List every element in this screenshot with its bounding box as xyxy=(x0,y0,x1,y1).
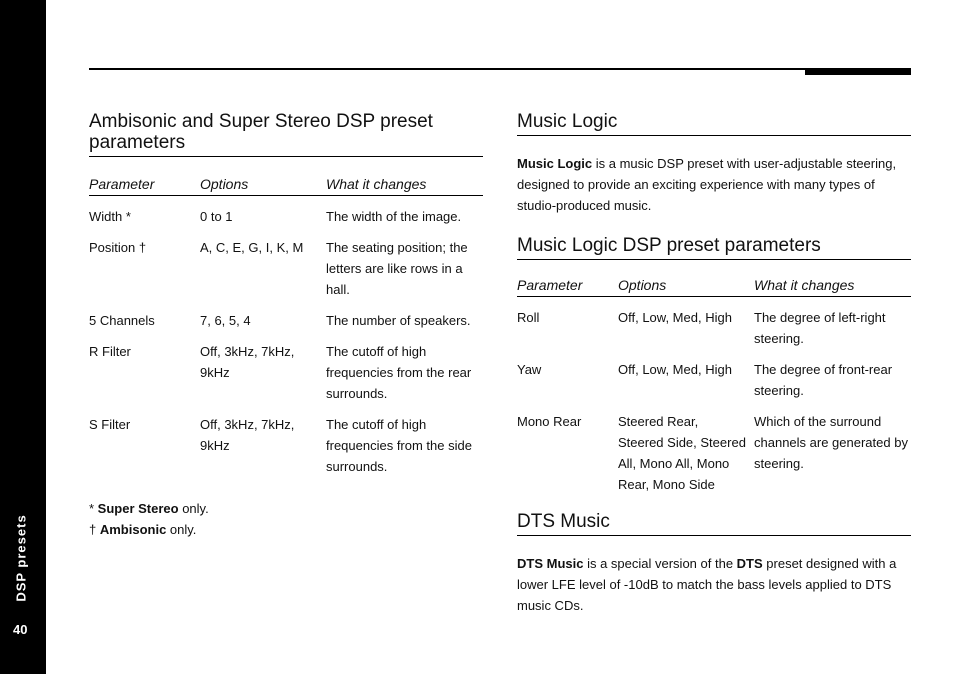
changes-cell: The degree of left-right steering. xyxy=(754,310,886,346)
table-row xyxy=(89,404,483,477)
section-label: DSP presets xyxy=(13,514,29,602)
options-cell: Off, 3kHz, 7kHz, 9kHz xyxy=(200,344,295,380)
param-cell: Roll xyxy=(517,310,540,325)
dts-music-description: DTS Music is a special version of the DTS preset designed with a lower LFE level of -10dB to match the bass levels applied to DTS music CDs. xyxy=(517,556,897,613)
options-cell: Off, 3kHz, 7kHz, 9kHz xyxy=(200,417,295,453)
footnote-super-stereo: * Super Stereo only. xyxy=(89,501,209,516)
header-options: Options xyxy=(618,277,754,297)
param-cell: Width * xyxy=(89,209,131,224)
ambisonic-params-table xyxy=(89,176,483,477)
options-cell: Off, Low, Med, High xyxy=(618,362,732,377)
header-what-it-changes: What it changes xyxy=(326,176,483,196)
changes-cell: The degree of front-rear steering. xyxy=(754,362,893,398)
top-rule xyxy=(89,68,911,70)
options-cell: 7, 6, 5, 4 xyxy=(200,313,251,328)
changes-cell: The cutoff of high frequencies from the side surrounds. xyxy=(326,417,472,474)
table-header-row xyxy=(89,176,483,196)
top-rule-block xyxy=(805,68,911,75)
options-cell: Steered Rear, Steered Side, Steered All, Mono All, Mono Rear, Mono Side xyxy=(618,414,746,492)
changes-cell: The width of the image. xyxy=(326,209,462,224)
param-cell: R Filter xyxy=(89,344,131,359)
music-logic-params-table xyxy=(517,277,911,495)
param-cell: Yaw xyxy=(517,362,542,377)
table-row xyxy=(89,227,483,300)
table-row xyxy=(517,401,911,495)
table-header-row xyxy=(517,277,911,297)
footnotes xyxy=(89,498,483,540)
param-cell: S Filter xyxy=(89,417,131,432)
header-what-it-changes: What it changes xyxy=(754,277,911,297)
ambisonic-heading: Ambisonic and Super Stereo DSP preset parameters xyxy=(89,111,483,157)
param-cell: Mono Rear xyxy=(517,414,582,429)
header-options: Options xyxy=(200,176,326,196)
page-number: 40 xyxy=(13,622,28,637)
param-cell: Position † xyxy=(89,240,147,255)
param-cell: 5 Channels xyxy=(89,313,155,328)
changes-cell: The cutoff of high frequencies from the rear surrounds. xyxy=(326,344,472,401)
sidebar xyxy=(0,0,46,674)
left-column xyxy=(89,111,483,540)
header-parameter: Parameter xyxy=(517,277,618,297)
music-logic-heading: Music Logic xyxy=(517,111,911,136)
table-row xyxy=(89,331,483,404)
music-logic-description: Music Logic is a music DSP preset with user-adjustable steering, designed to provide an exciting experience with many types of studio-produced music. xyxy=(517,156,897,213)
table-row xyxy=(517,349,911,401)
footnote-ambisonic: † Ambisonic only. xyxy=(89,522,197,537)
options-cell: 0 to 1 xyxy=(200,209,233,224)
table-row xyxy=(517,297,911,350)
options-cell: A, C, E, G, I, K, M xyxy=(200,240,304,255)
dts-music-heading: DTS Music xyxy=(517,511,911,536)
table-row xyxy=(89,300,483,331)
table-row xyxy=(89,196,483,228)
changes-cell: The seating position; the letters are like rows in a hall. xyxy=(326,240,468,297)
changes-cell: Which of the surround channels are generated by steering. xyxy=(754,414,908,471)
options-cell: Off, Low, Med, High xyxy=(618,310,732,325)
music-logic-params-heading: Music Logic DSP preset parameters xyxy=(517,235,911,260)
header-parameter: Parameter xyxy=(89,176,200,196)
right-column xyxy=(517,111,911,616)
changes-cell: The number of speakers. xyxy=(326,313,471,328)
